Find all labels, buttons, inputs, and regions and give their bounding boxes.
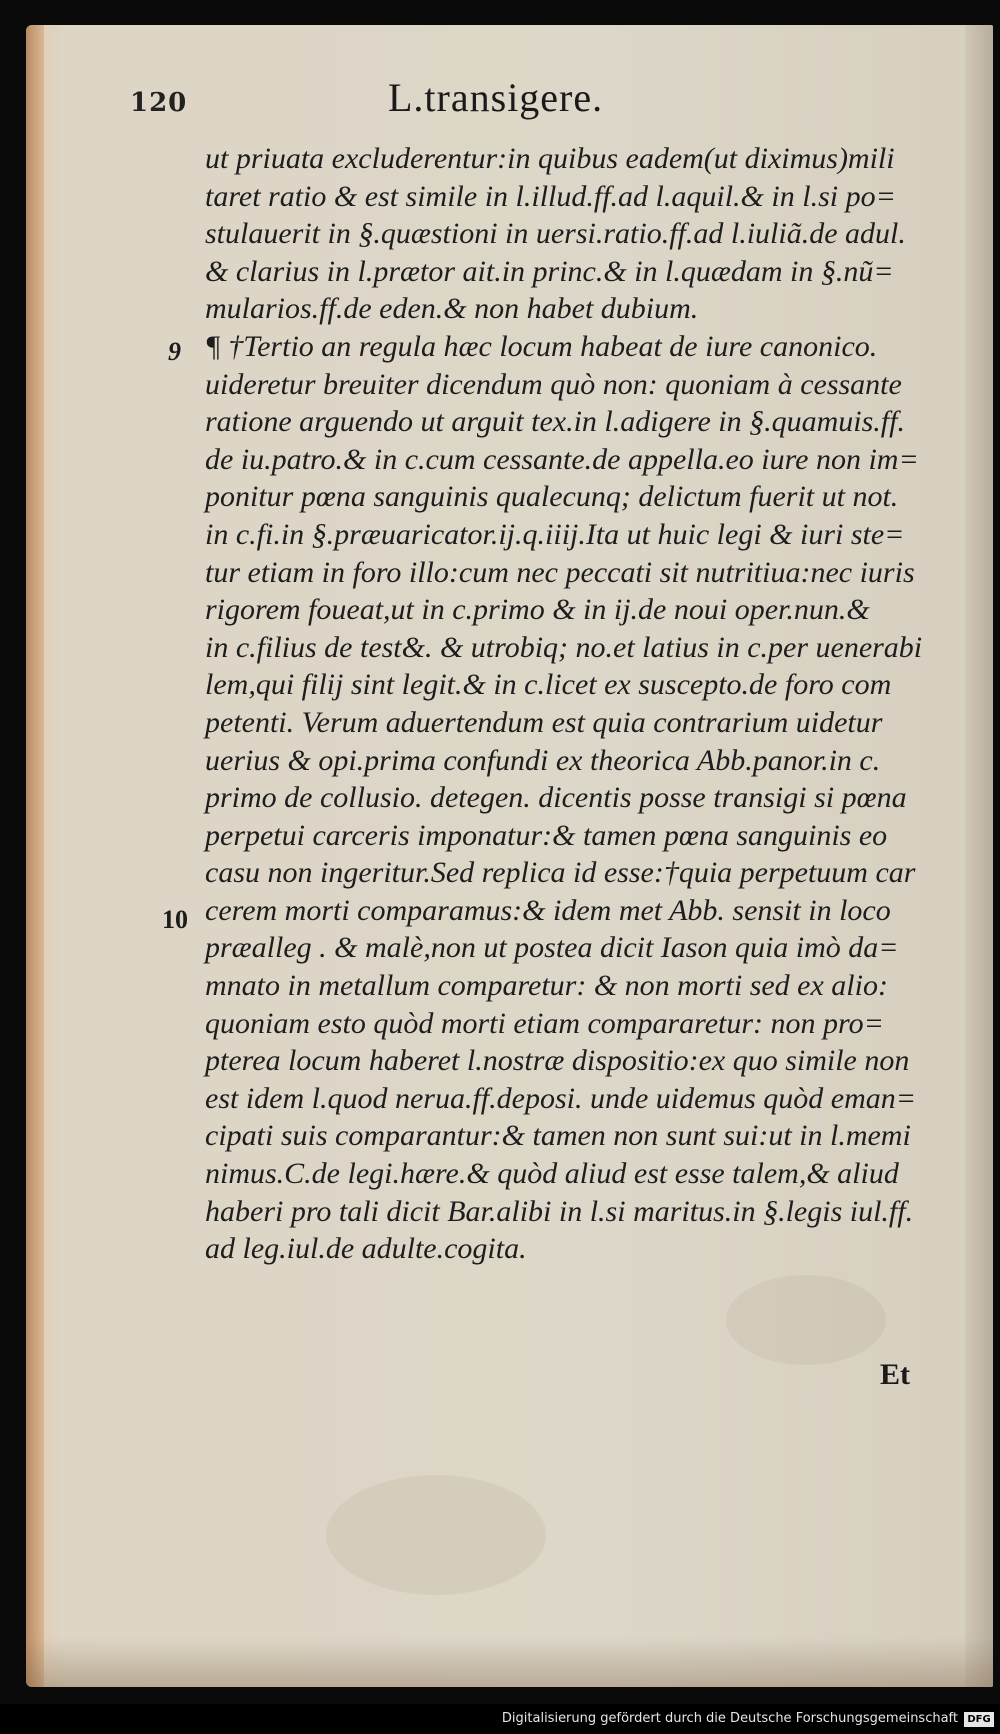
text-line: tur etiam in foro illo:cum nec peccati sit nutritiua:nec iuris — [205, 555, 915, 589]
text-line: ratione arguendo ut arguit tex.in l.adigere in §.quamuis.ff. — [205, 405, 905, 439]
text-line: ponitur pœna sanguinis qualecunq; delictum fuerit ut not. — [205, 480, 899, 514]
text-line: nimus.C.de legi.hære.& quòd aliud est esse talem,& aliud — [205, 1157, 899, 1191]
digitization-footer — [0, 1704, 1000, 1734]
text-line: haberi pro tali dicit Bar.alibi in l.si maritus.in §.legis iul.ff. — [205, 1194, 914, 1228]
text-line: primo de collusio. detegen. dicentis posse transigi si pœna — [205, 781, 907, 815]
body-text — [205, 140, 945, 1268]
text-line: uerius & opi.prima confundi ex theorica Abb.panor.in c. — [205, 743, 881, 777]
text-line: mnato in metallum comparetur: & non morti sed ex alio: — [205, 969, 888, 1003]
paper-stain — [326, 1475, 546, 1595]
text-line: quoniam esto quòd morti etiam compararetur: non pro= — [205, 1006, 884, 1040]
text-line: ad leg.iul.de adulte.cogita. — [205, 1232, 527, 1266]
text-line: lem,qui filij sint legit.& in c.licet ex suscepto.de foro com — [205, 668, 892, 702]
footer-credit: Digitalisierung gefördert durch die Deutsche Forschungsgemeinschaft — [501, 1711, 958, 1726]
margin-number-10: 10 — [162, 905, 188, 934]
text-line: petenti. Verum aduertendum est quia contrarium uidetur — [205, 705, 883, 739]
text-line: taret ratio & est simile in l.illud.ff.ad l.aquil.& in l.si po= — [205, 179, 896, 213]
text-line: cipati suis comparantur:& tamen non sunt sui:ut in l.memi — [205, 1119, 911, 1153]
paper-stain — [726, 1275, 886, 1365]
text-line: mularios.ff.de eden.& non habet dubium. — [205, 292, 699, 326]
page-shadow — [26, 1637, 993, 1687]
text-line: & clarius in l.prætor ait.in princ.& in l.quædam in §.nũ= — [205, 254, 894, 288]
text-line: casu non ingeritur.Sed replica id esse:†quia perpetuum car — [205, 856, 916, 890]
page-fore-edge — [965, 25, 993, 1687]
text-line: est idem l.quod nerua.ff.deposi. unde uidemus quòd eman= — [205, 1081, 916, 1115]
text-line: in c.fi.in §.præuaricator.ij.q.iiij.Ita ut huic legi & iuri ste= — [205, 517, 905, 551]
text-line: pterea locum haberet l.nostræ dispositio:ex quo simile non — [205, 1044, 910, 1078]
page-number: 120 — [130, 88, 188, 118]
text-line: de iu.patro.& in c.cum cessante.de appella.eo iure non im= — [205, 442, 919, 476]
text-line: præalleg . & malè,non ut postea dicit Iason quia imò da= — [205, 931, 899, 965]
text-line: cerem morti comparamus:& idem met Abb. sensit in loco — [205, 893, 891, 927]
page-header — [0, 60, 1000, 120]
page-binding-edge — [26, 25, 44, 1687]
margin-number-9: 9 — [168, 337, 181, 366]
running-head: L.transigere. — [388, 75, 604, 120]
text-line: stulauerit in §.quæstioni in uersi.ratio.ff.ad l.iuliã.de adul. — [205, 217, 906, 251]
text-line: perpetui carceris imponatur:& tamen pœna sanguinis eo — [205, 818, 888, 852]
text-line: ut priuata excluderentur:in quibus eadem(ut diximus)mili — [205, 142, 895, 175]
text-line: uideretur breuiter dicendum quò non: quoniam à cessante — [205, 367, 902, 401]
text-line: rigorem foueat,ut in c.primo & in ij.de noui oper.nun.& — [205, 593, 870, 627]
text-line: ¶ †Tertio an regula hæc locum habeat de iure canonico. — [205, 329, 878, 363]
dfg-logo-icon: DFG — [964, 1712, 994, 1727]
text-line: in c.filius de test&. & utrobiq; no.et latius in c.per uenerabi — [205, 630, 923, 664]
catchword: Et — [880, 1358, 910, 1391]
